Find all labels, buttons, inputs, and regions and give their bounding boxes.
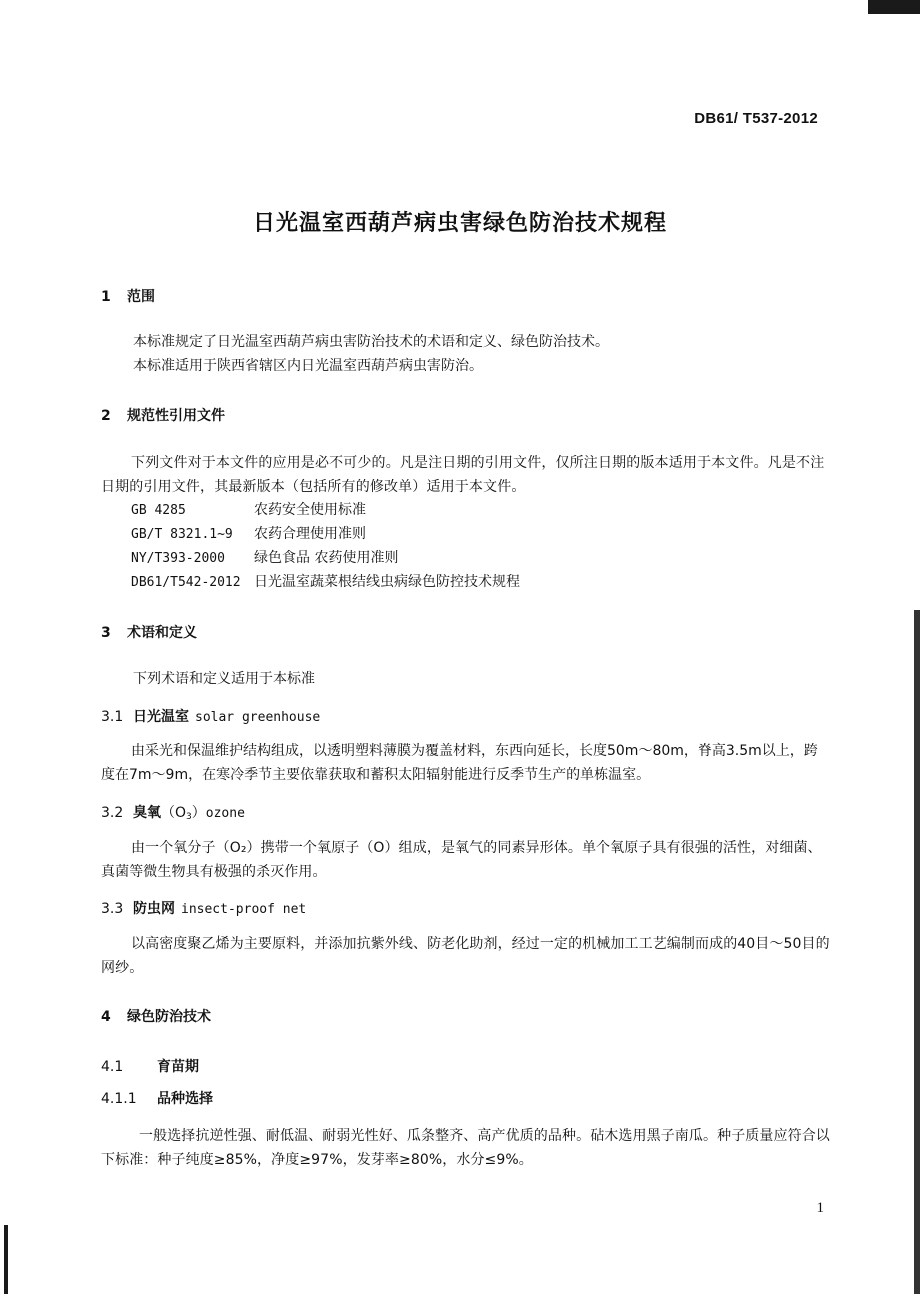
reference-code: NY/T393-2000: [131, 551, 225, 566]
reference-name: 农药安全使用标准: [254, 502, 366, 518]
section-2-heading: [101, 405, 225, 425]
section-number: 4: [101, 1009, 111, 1025]
section-number: 2: [101, 408, 111, 424]
section-3-heading: [101, 622, 197, 642]
section-title: 育苗期: [157, 1059, 199, 1075]
reference-code: GB/T 8321.1~9: [131, 527, 233, 542]
reference-name: 日光温室蔬菜根结线虫病绿色防控技术规程: [254, 574, 520, 590]
reference-item: [131, 499, 366, 519]
section-number: 3: [101, 625, 111, 641]
reference-name: 绿色食品 农药使用准则: [254, 550, 399, 566]
paragraph: 下列术语和定义适用于本标准: [133, 671, 315, 687]
section-4-1-1-heading: 4.1.1 品种选择: [101, 1091, 213, 1107]
term-name: 防虫网: [133, 901, 175, 917]
section-1-heading: [101, 286, 155, 306]
page-number: 1: [816, 1200, 824, 1216]
scan-edge-right: [914, 610, 920, 1294]
section-title: 范围: [127, 289, 155, 305]
term-english: insect-proof net: [181, 902, 307, 917]
term-3-1-heading: 3.1 日光温室 solar greenhouse: [101, 709, 321, 725]
section-title: 绿色防治技术: [127, 1009, 211, 1025]
reference-code: DB61/T542-2012: [131, 575, 241, 590]
term-name: 日光温室: [133, 709, 189, 725]
paragraph: 本标准规定了日光温室西葫芦病虫害防治技术的术语和定义、绿色防治技术。: [133, 334, 609, 350]
term-3-2-heading: 3.2 臭氧$(O_3)ozone$: [101, 805, 245, 822]
reference-item: [131, 547, 398, 567]
term-formula: $(O_3)$: [161, 805, 206, 822]
section-title: 术语和定义: [127, 625, 197, 641]
term-definition: 由一个氧分子（O₂）携带一个氧原子（O）组成，是氧气的同素异形体。单个氧原子具有很强的活性，对细菌、真菌等微生物具有极强的杀灭作用。: [101, 840, 822, 880]
paragraph: 本标准适用于陕西省辖区内日光温室西葫芦病虫害防治。: [133, 358, 483, 374]
term-definition: 由采光和保温维护结构组成，以透明塑料薄膜为覆盖材料，东西向延长，长度50m～80m，脊高3.5m以上，跨度在7m～9m，在寒冷季节主要依靠获取和蓄积太阳辐射能进行反季节生产的单栋温室。: [101, 743, 818, 783]
term-english: ozone: [205, 806, 245, 821]
term-3-3-heading: 3.3 防虫网 insect-proof net: [101, 901, 307, 917]
document-number: DB61/ T537-2012: [694, 110, 818, 127]
scan-edge-top-right: [868, 0, 920, 14]
section-number: 1: [101, 289, 111, 305]
reference-name: 农药合理使用准则: [254, 526, 366, 542]
reference-item: [131, 571, 520, 591]
term-name: 臭氧: [133, 805, 161, 821]
term-english: solar greenhouse: [195, 710, 321, 725]
page-title: 日光温室西葫芦病虫害绿色防治技术规程: [252, 211, 667, 236]
paragraph: 下列文件对于本文件的应用是必不可少的。凡是注日期的引用文件，仅所注日期的版本适用于本文件。凡是不注日期的引用文件，其最新版本（包括所有的修改单）适用于本文件。: [101, 455, 825, 495]
paragraph: 一般选择抗逆性强、耐低温、耐弱光性好、瓜条整齐、高产优质的品种。砧木选用黑子南瓜。种子质量应符合以下标准：种子纯度≥85%，净度≥97%，发芽率≥80%，水分≤9%。: [101, 1128, 830, 1168]
section-4-heading: [101, 1006, 211, 1026]
section-title: 品种选择: [157, 1091, 213, 1107]
reference-code: GB 4285: [131, 503, 186, 518]
scan-edge-left: [4, 1225, 8, 1294]
section-title: 规范性引用文件: [127, 408, 225, 424]
term-definition: 以高密度聚乙烯为主要原料，并添加抗紫外线、防老化助剂，经过一定的机械加工工艺编制而成的40目～50目的网纱。: [101, 936, 830, 976]
reference-item: [131, 523, 366, 543]
section-4-1-heading: 4.1 育苗期: [101, 1059, 199, 1075]
